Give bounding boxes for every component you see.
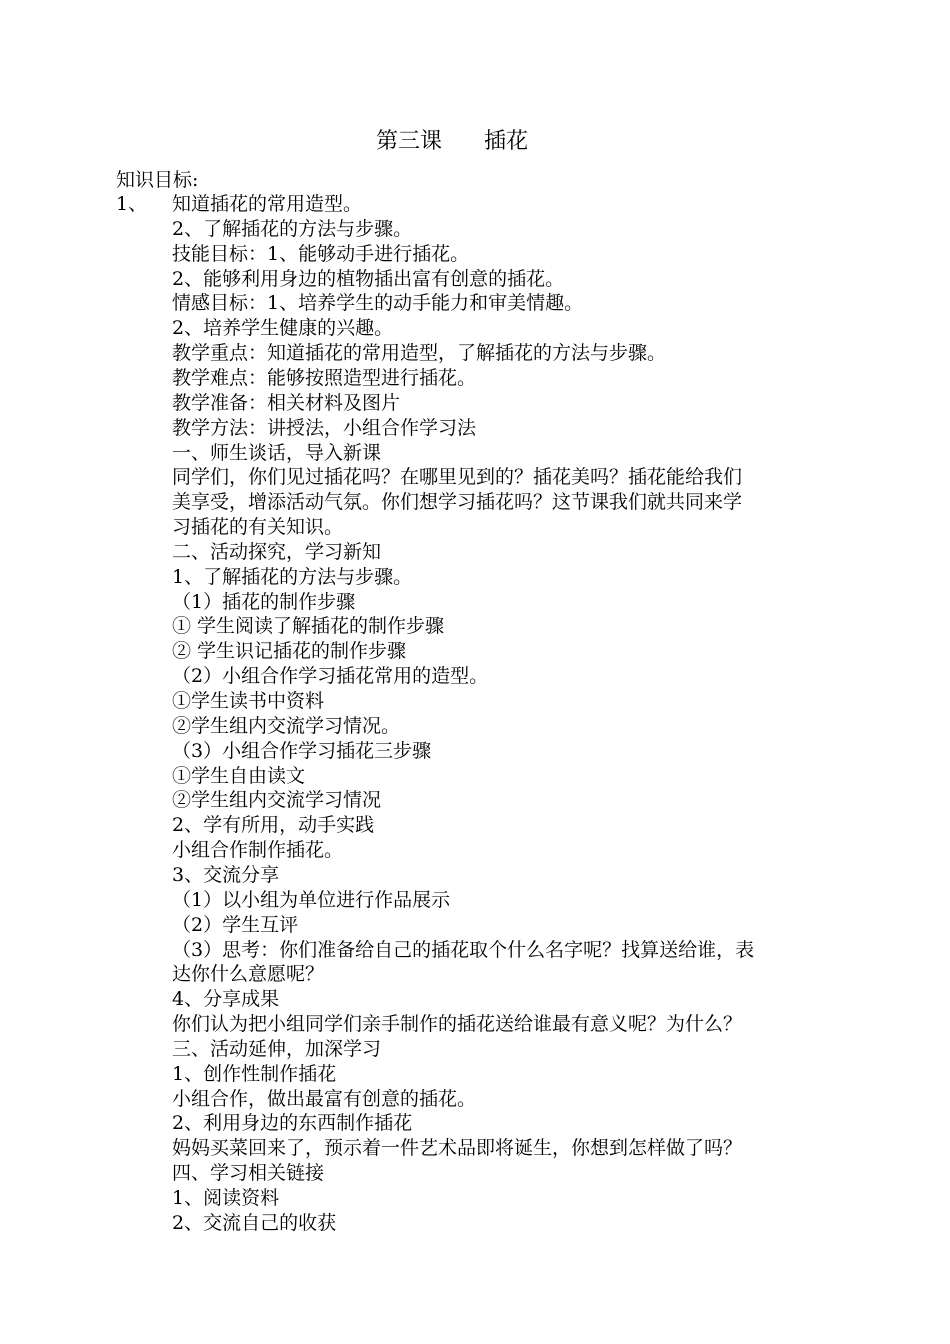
text-line: 小组合作，做出最富有创意的插花。 [172, 1087, 477, 1110]
list-marker: 1、 [116, 193, 148, 215]
text-line: ①学生自由读文 [172, 764, 306, 787]
text-line: 2、能够利用身边的植物插出富有创意的插花。 [172, 267, 565, 290]
text-line: 技能目标：1、能够动手进行插花。 [172, 242, 470, 265]
text-line: （2）学生互评 [172, 913, 299, 936]
text-line: 知道插花的常用造型。 [172, 193, 363, 215]
text-line: 教学方法：讲授法，小组合作学习法 [172, 416, 477, 439]
text-line: 教学准备：相关材料及图片 [172, 391, 401, 414]
text-line: 习插花的有关知识。 [172, 516, 344, 539]
text-line: 同学们，你们见过插花吗？在哪里见到的？插花美吗？插花能给我们 [172, 466, 743, 489]
text-line: 教学重点：知道插花的常用造型，了解插花的方法与步骤。 [172, 342, 667, 365]
text-line: 2、学有所用，动手实践 [172, 814, 375, 837]
lesson-title: 第三课 插花 [376, 129, 528, 154]
text-line: ①学生读书中资料 [172, 690, 325, 712]
text-line: 达你什么意愿呢？ [172, 963, 325, 986]
text-line: （2）小组合作学习插花常用的造型。 [172, 665, 489, 688]
knowledge-goals-heading: 知识目标: [116, 169, 199, 191]
text-line: 美享受，增添活动气氛。你们想学习插花吗？这节课我们就共同来学 [172, 491, 743, 514]
text-line: 二、活动探究，学习新知 [172, 540, 382, 563]
text-line: 情感目标：1、培养学生的动手能力和审美情趣。 [172, 292, 584, 315]
text-line: （1）以小组为单位进行作品展示 [172, 888, 451, 911]
text-line: ②学生组内交流学习情况。 [172, 714, 401, 737]
text-line: 1、创作性制作插花 [172, 1062, 337, 1085]
text-line: 你们认为把小组同学们亲手制作的插花送给谁最有意义呢？为什么？ [172, 1013, 743, 1036]
text-line: ②学生组内交流学习情况 [172, 789, 382, 812]
text-line: 一、师生谈话，导入新课 [172, 441, 382, 464]
text-line: 三、活动延伸，加深学习 [172, 1037, 382, 1060]
text-line: 2、交流自己的收获 [172, 1211, 337, 1234]
text-line: 2、了解插花的方法与步骤。 [172, 217, 413, 240]
text-line: 2、利用身边的东西制作插花 [172, 1112, 413, 1135]
text-line: （3）思考：你们准备给自己的插花取个什么名字呢？找算送给谁，表 [172, 938, 755, 961]
text-line: 教学难点：能够按照造型进行插花。 [172, 366, 477, 389]
text-line: 1、阅读资料 [172, 1187, 280, 1209]
text-line: 妈妈买菜回来了，预示着一件艺术品即将诞生，你想到怎样做了吗？ [172, 1137, 743, 1160]
text-line: 2、培养学生健康的兴趣。 [172, 317, 394, 340]
text-line: 4、分享成果 [172, 988, 280, 1011]
text-line: 小组合作制作插花。 [172, 839, 344, 862]
text-line: 3、交流分享 [172, 863, 280, 886]
text-line: 1、了解插花的方法与步骤。 [172, 565, 413, 588]
text-line: 四、学习相关链接 [172, 1162, 325, 1185]
text-line: （3）小组合作学习插花三步骤 [172, 739, 432, 762]
text-line: ② 学生识记插花的制作步骤 [172, 640, 407, 663]
text-line: ① 学生阅读了解插花的制作步骤 [172, 615, 445, 638]
text-line: （1）插花的制作步骤 [172, 590, 356, 613]
